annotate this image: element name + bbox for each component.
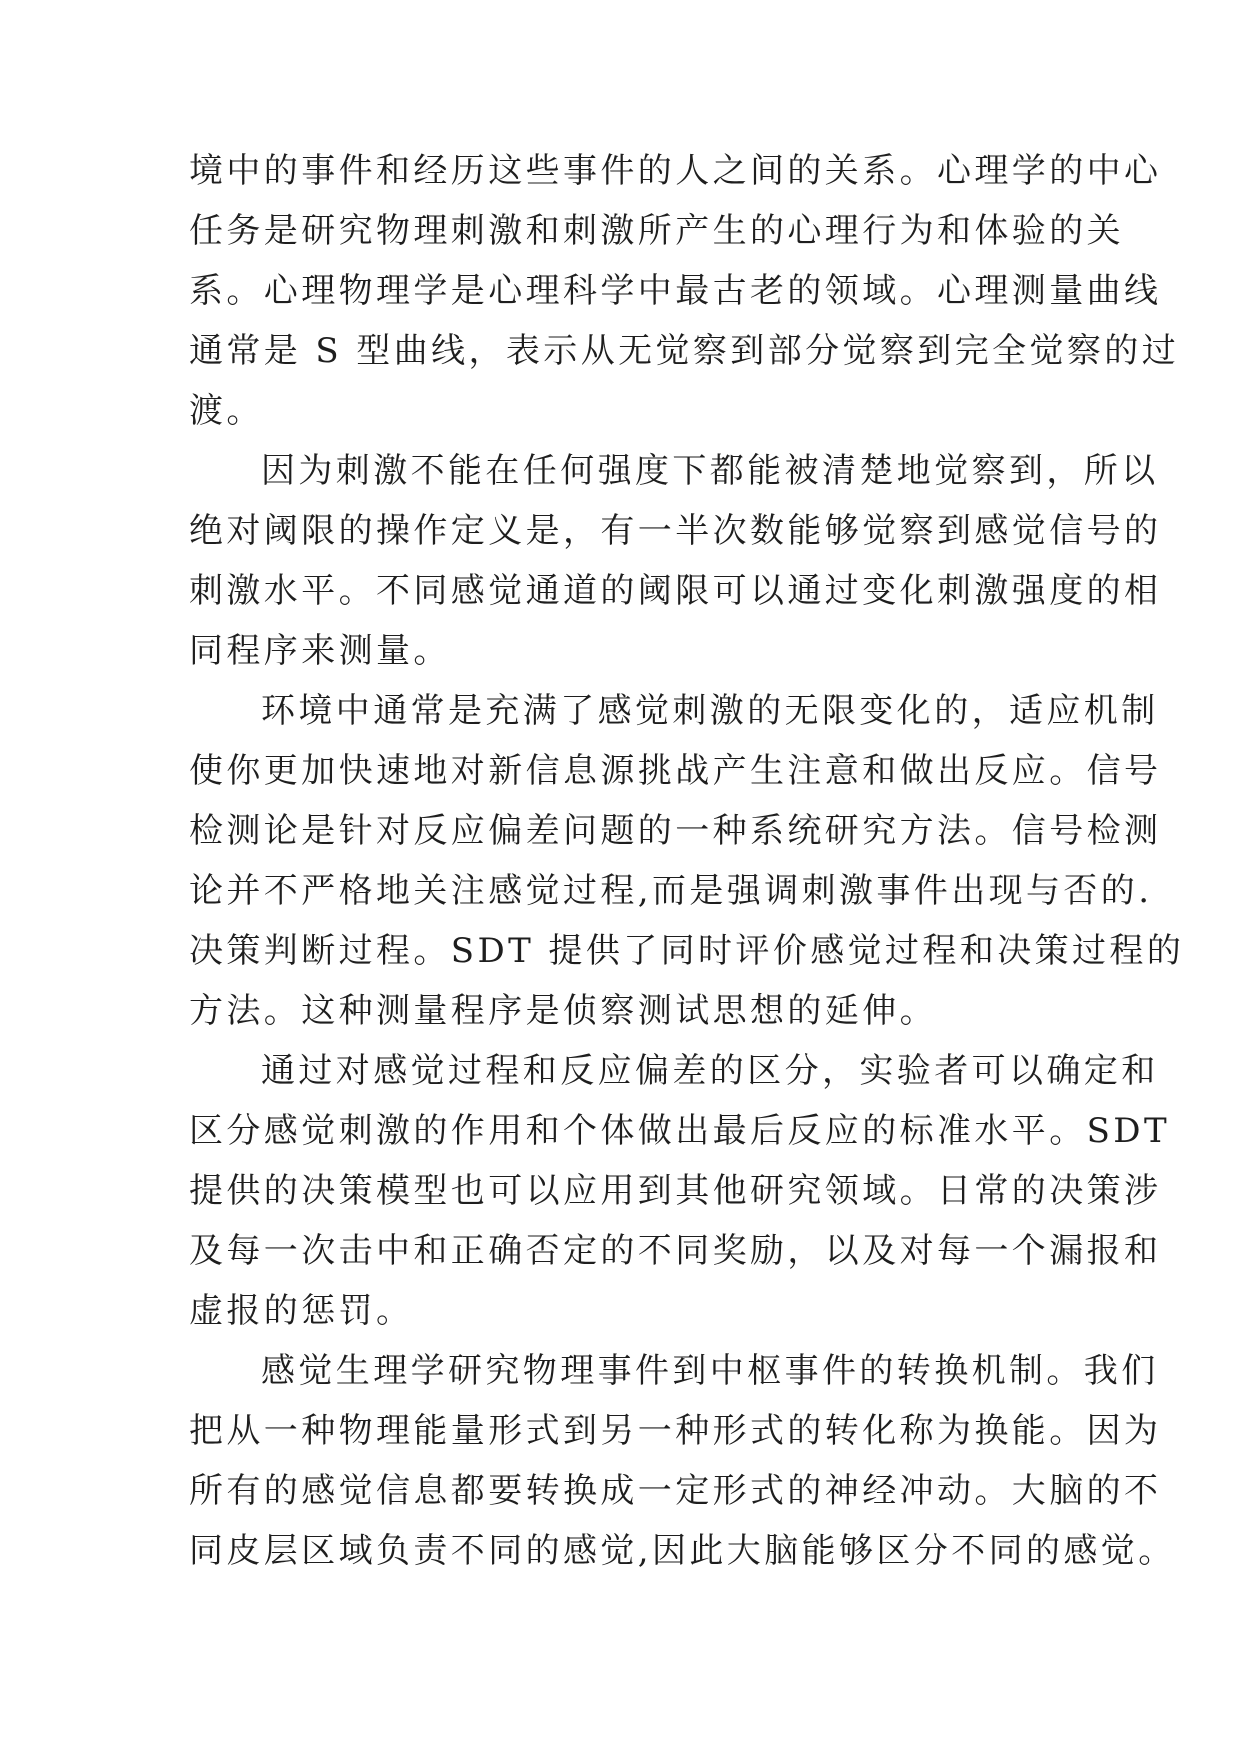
text-line: 把从一种物理能量形式到另一种形式的转化称为换能。因为 bbox=[189, 1411, 1162, 1451]
paragraph bbox=[189, 1041, 1171, 1341]
text-line: 同皮层区域负责不同的感觉,因此大脑能够区分不同的感觉。 bbox=[189, 1531, 1176, 1571]
text-line: 方法。这种测量程序是侦察测试思想的延伸。 bbox=[189, 991, 937, 1031]
text-line: 渡。 bbox=[189, 391, 264, 431]
text-line: 决策判断过程。SDT 提供了同时评价感觉过程和决策过程的 bbox=[189, 931, 1185, 971]
text-line: 所有的感觉信息都要转换成一定形式的神经冲动。大脑的不 bbox=[189, 1471, 1162, 1511]
text-line: 绝对阈限的操作定义是，有一半次数能够觉察到感觉信号的 bbox=[189, 511, 1162, 551]
paragraph bbox=[189, 441, 1162, 681]
text-line: 感觉生理学研究物理事件到中枢事件的转换机制。我们 bbox=[261, 1351, 1159, 1391]
body-text bbox=[189, 141, 1185, 1581]
text-line: 任务是研究物理刺激和刺激所产生的心理行为和体验的关 bbox=[189, 211, 1124, 251]
text-line: 使你更加快速地对新信息源挑战产生注意和做出反应。信号 bbox=[189, 751, 1162, 791]
text-line: 通过对感觉过程和反应偏差的区分，实验者可以确定和 bbox=[261, 1051, 1159, 1091]
text-line: 检测论是针对反应偏差问题的一种系统研究方法。信号检测 bbox=[189, 811, 1162, 851]
text-line: 通常是 S 型曲线，表示从无觉察到部分觉察到完全觉察的过 bbox=[189, 331, 1180, 371]
text-line: 提供的决策模型也可以应用到其他研究领域。日常的决策涉 bbox=[189, 1171, 1162, 1211]
text-line: 境中的事件和经历这些事件的人之间的关系。心理学的中心 bbox=[189, 151, 1162, 191]
text-line: 区分感觉刺激的作用和个体做出最后反应的标准水平。SDT bbox=[189, 1111, 1171, 1151]
text-line: 系。心理物理学是心理科学中最古老的领域。心理测量曲线 bbox=[189, 271, 1162, 311]
text-line: 刺激水平。不同感觉通道的阈限可以通过变化刺激强度的相 bbox=[189, 571, 1162, 611]
text-line: 因为刺激不能在任何强度下都能被清楚地觉察到，所以 bbox=[261, 451, 1159, 491]
text-line: 环境中通常是充满了感觉刺激的无限变化的，适应机制 bbox=[261, 691, 1159, 731]
paragraph bbox=[189, 1341, 1176, 1581]
text-line: 虚报的惩罚。 bbox=[189, 1291, 414, 1331]
paragraph bbox=[189, 681, 1185, 1041]
paragraph bbox=[189, 141, 1180, 441]
text-line: 论并不严格地关注感觉过程,而是强调刺激事件出现与否的. bbox=[189, 871, 1153, 911]
text-line: 同程序来测量。 bbox=[189, 631, 451, 671]
text-line: 及每一次击中和正确否定的不同奖励，以及对每一个漏报和 bbox=[189, 1231, 1162, 1271]
